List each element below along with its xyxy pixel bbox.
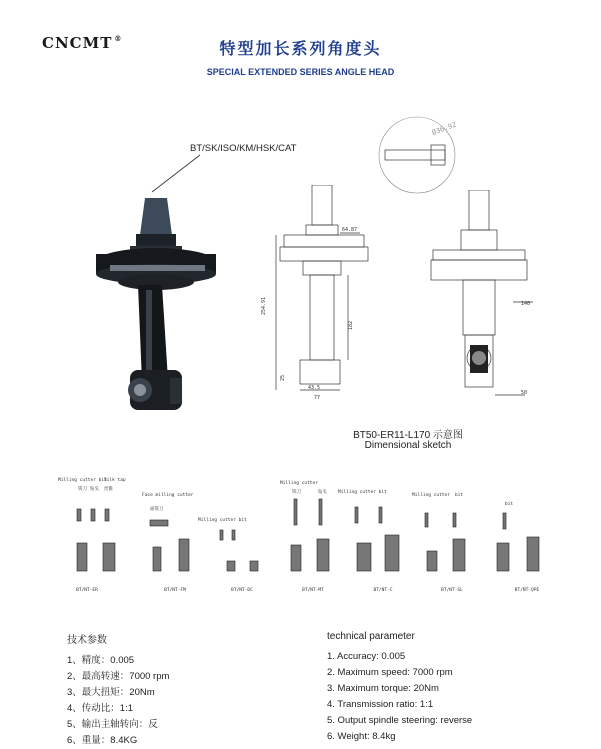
dim-64-87: 64.87 xyxy=(342,227,358,233)
dim-50: 50 xyxy=(521,390,528,396)
tool-sub-4: 面铣刀 xyxy=(150,507,164,512)
param-cn-5: 5、输出主轴转向：反 xyxy=(67,719,158,730)
dim-77: 77 xyxy=(314,395,321,401)
series-label-3: BT/NT-DC xyxy=(231,588,253,593)
brand-name: CNCMT xyxy=(42,34,113,52)
param-cn-4: 4、传动比：1:1 xyxy=(67,703,133,714)
tool-sub-1: 铣刀 xyxy=(78,487,87,492)
side-view-drawing xyxy=(248,185,373,405)
params-en xyxy=(327,631,472,745)
tool-label-9: bit xyxy=(505,502,514,507)
param-cn-3: 3、最大扭矩：20Nm xyxy=(67,687,155,698)
tool-label-1: Milling cutter bit xyxy=(58,478,107,483)
tool-label-7: Milling cutter xyxy=(412,493,450,498)
param-en-1: 1. Accuracy: 0.005 xyxy=(327,651,406,662)
tool-sub-6: 钻头 xyxy=(318,490,327,495)
series-label-4: BT/NT-MT xyxy=(302,588,324,593)
series-label-7: BT/NT-QPE xyxy=(514,588,540,593)
tool-label-4: Milling cutter bit xyxy=(198,518,247,523)
params-cn xyxy=(67,631,169,749)
tool-label-3: Face milling cutter xyxy=(142,493,194,498)
params-cn-heading: 技术参数 xyxy=(67,635,107,646)
interface-label: BT/SK/ISO/KM/HSK/CAT xyxy=(190,143,297,154)
tool-label-6: Milling cutter bit xyxy=(338,490,387,495)
series-label-1: BT/NT-ER xyxy=(76,588,98,593)
series-label-2: BT/NT-FM xyxy=(164,588,186,593)
tool-sub-5: 铣刀 xyxy=(292,490,301,495)
page-title-en: SPECIAL EXTENDED SERIES ANGLE HEAD xyxy=(206,67,395,77)
front-view-drawing xyxy=(425,190,545,405)
param-cn-1: 1、精度：0.005 xyxy=(67,655,135,666)
param-cn-6: 6、重量：8.4KG xyxy=(67,735,138,746)
dim-diameter: Ø36.92 xyxy=(430,120,458,137)
dim-140: 140 xyxy=(521,301,531,307)
registered-mark: ® xyxy=(114,34,123,43)
param-cn-2: 2、最高转速：7000 rpm xyxy=(67,671,170,682)
series-label-5: BT/NT-C xyxy=(373,588,393,593)
detail-circle-drawing xyxy=(365,115,475,195)
dim-254-91: 254.91 xyxy=(261,296,267,315)
dim-43-5: 43.5 xyxy=(308,385,321,391)
dim-182: 182 xyxy=(348,320,354,330)
tool-label-5: Milling cutter xyxy=(280,481,318,486)
angle-head-photo xyxy=(90,150,230,440)
param-en-2: 2. Maximum speed: 7000 rpm xyxy=(327,667,453,678)
drawing-caption-cn: BT50-ER11-L170 示意图 xyxy=(353,430,463,441)
param-en-5: 5. Output spindle steering: reverse xyxy=(327,715,473,726)
dim-25: 25 xyxy=(280,374,286,381)
page-title-cn: 特型加长系列角度头 xyxy=(219,39,382,58)
tool-sub-3: 丝锥 xyxy=(104,487,113,492)
tools-strip xyxy=(55,495,555,590)
tool-label-2: Silk tap xyxy=(104,478,126,483)
params-en-heading: technical parameter xyxy=(327,631,415,642)
tool-sub-2: 钻头 xyxy=(90,487,99,492)
series-label-6: BT/NT-SL xyxy=(441,588,463,593)
tool-label-8: bit xyxy=(455,493,464,498)
param-en-6: 6. Weight: 8.4kg xyxy=(327,731,396,742)
param-en-4: 4. Transmission ratio: 1:1 xyxy=(327,699,434,710)
param-en-3: 3. Maximum torque: 20Nm xyxy=(327,683,439,694)
drawing-caption-en: Dimensional sketch xyxy=(364,440,452,451)
